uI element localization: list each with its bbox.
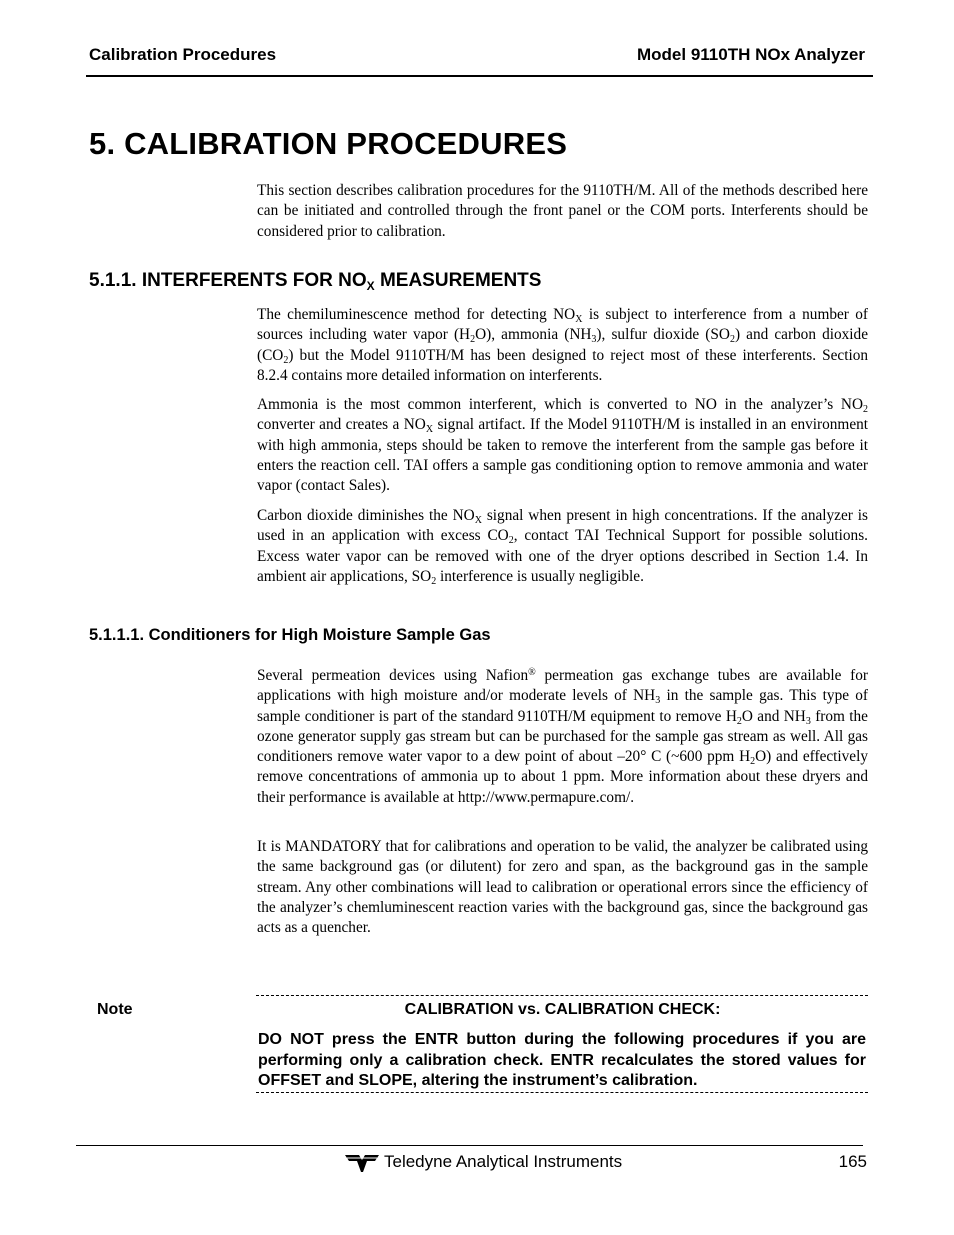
conditioners-paragraph-2: It is MANDATORY that for calibrations and operation to be valid, the analyzer be calibrated using the same background gas (or dilutent) for zero and span, as the background gas in the sample stream. Any other combinations will lead to calibration or operational errors since the efficiency of the analyzer’s chemluminescent reaction varies with the background gas, since the background gas acts as a quencher. bbox=[257, 838, 868, 937]
note-body: DO NOT press the ENTR button during the following procedures if you are performing only a calibration check. ENTR recalculates the stored values for OFFSET and SLOPE, altering the instrument’s calibration. bbox=[258, 1031, 866, 1089]
page-number: 165 bbox=[838, 1152, 867, 1171]
footer-company: Teledyne Analytical Instruments bbox=[384, 1152, 623, 1171]
intro-paragraph: This section describes calibration procedures for the 9110TH/M. All of the methods described here can be initiated and controlled through the front panel or the COM ports. Interferents should be considered prior to calibration. bbox=[257, 182, 868, 240]
header-section-title: Calibration Procedures bbox=[89, 45, 277, 64]
header-rule bbox=[86, 75, 873, 77]
note-title: CALIBRATION vs. CALIBRATION CHECK: bbox=[404, 1001, 721, 1018]
note-bottom-dashed-rule bbox=[256, 1092, 868, 1093]
chapter-title: 5. CALIBRATION PROCEDURES bbox=[89, 126, 568, 161]
interferents-paragraph-3: Carbon dioxide diminishes the $NO_X$ signal when present in high concentrations. If the analyzer is used in an application with excess $CO_2$, contact TAI Technical Support for possible solutions. Excess water vapor can be removed with one of the dryer options described in Section 1.4. In ambient air applications, $SO_2$ interference is usually negligible. bbox=[257, 507, 868, 587]
note-label: Note bbox=[97, 1001, 133, 1018]
interferents-paragraph-1: The chemiluminescence method for detecting $NO_X$ is subject to interference from a number of sources including water vapor $(H_2O)$, ammonia $(NH_3)$, sulfur dioxide $(SO_2)$ and carbon dioxide $(CO_2)$ but the Model 9110TH/M has been designed to reject most of these interferents. Section 8.2.4 contains more detailed information on interferents. bbox=[257, 306, 868, 384]
subsection-heading-conditioners: 5.1.1.1. Conditioners for High Moisture Sample Gas bbox=[89, 626, 491, 644]
teledyne-logo-icon bbox=[345, 1152, 379, 1174]
conditioners-paragraph-1: Several permeation devices using Nafion® permeation gas exchange tubes are available for applications with high moisture and/or moderate levels of $NH_3$ in the sample gas. This type of sample conditioner is part of the standard 9110TH/M equipment to remove $H_2O$ and $NH_3$ from the ozone generator supply gas stream but can be purchased for the sample gas stream as well. All gas conditioners remove water vapor to a dew point of about –20° C (~600 ppm $H_2O$) and effectively remove concentrations of ammonia up to about 1 ppm. More information about these dryers and their performance is available at http://www.permapure.com/. bbox=[257, 667, 868, 806]
interferents-paragraph-2: Ammonia is the most common interferent, which is converted to NO in the analyzer’s $NO_2$ converter and creates a $NO_X$ signal artifact. If the Model 9110TH/M is installed in an environment with high ammonia, steps should be taken to remove the interferent from the sample gas before it enters the reaction cell. TAI offers a sample gas conditioning option to remove ammonia and water vapor (contact Sales). bbox=[257, 396, 869, 495]
footer-rule bbox=[76, 1145, 863, 1146]
note-top-dashed-rule bbox=[256, 995, 868, 996]
header-model-title: Model 9110TH NOx Analyzer bbox=[636, 45, 865, 64]
section-heading-interferents: 5.1.1. INTERFERENTS FOR $NO_X$ MEASUREMENTS bbox=[89, 270, 542, 293]
